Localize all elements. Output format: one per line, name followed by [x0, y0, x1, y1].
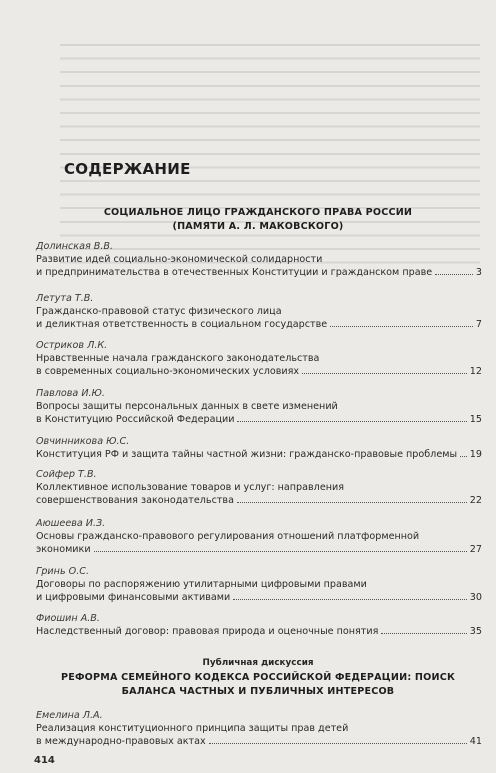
entry-page: 12	[469, 366, 482, 378]
entry-author: Сойфер Т.В.	[36, 469, 97, 480]
dot-leader	[237, 421, 466, 422]
entry-page: 15	[469, 414, 482, 426]
entry-author: Фиошин А.В.	[36, 613, 100, 624]
entry-author: Долинская В.В.	[36, 241, 114, 252]
section-subtitle: Публичная дискуссия	[202, 658, 314, 668]
entry-page: 19	[469, 449, 482, 460]
entry-title-line: Основы гражданско-правового регулирования отношений платформенной	[36, 531, 420, 542]
dot-leader	[330, 326, 473, 327]
entry-title-line: Конституция РФ и защита тайны частной жизни: гражданско-правовые проблемы	[36, 449, 458, 460]
entry-author: Гринь О.С.	[36, 566, 89, 577]
toc-entry[interactable]	[36, 435, 482, 461]
entry-title-line: Реализация конституционного принципа защиты прав детей	[36, 723, 349, 734]
entry-title-line: и деликтная ответственность в социальном государстве	[36, 319, 328, 331]
toc-entry[interactable]	[36, 240, 482, 279]
dot-leader	[460, 456, 467, 457]
toc-entry[interactable]	[36, 612, 482, 638]
entry-title-line: и цифровыми финансовыми активами	[36, 592, 231, 604]
dot-leader	[209, 743, 467, 744]
entry-title-line: и предпринимательства в отечественных Конституции и гражданском праве	[36, 267, 433, 279]
toc-entry[interactable]	[36, 387, 482, 426]
toc-title: СОДЕРЖАНИЕ	[64, 160, 191, 178]
dot-leader	[233, 599, 467, 600]
entry-page: 30	[469, 592, 482, 604]
toc-entry[interactable]	[36, 517, 482, 556]
dot-leader	[381, 633, 466, 634]
entry-title-line: Наследственный договор: правовая природа и оценочные понятия	[36, 626, 379, 637]
entry-author: Овчинникова Ю.С.	[36, 436, 130, 447]
toc-entry[interactable]	[36, 709, 482, 748]
page-number: 414	[34, 755, 55, 766]
toc-entry[interactable]	[36, 565, 482, 604]
entry-author: Остриков Л.К.	[36, 340, 108, 351]
toc-entry[interactable]	[36, 292, 482, 331]
entry-title-line: Договоры по распоряжению утилитарными цифровыми правами	[36, 579, 367, 590]
entry-title-line: совершенствования законодательства	[36, 495, 234, 507]
entry-page: 3	[475, 267, 482, 279]
entry-title-line: экономики	[36, 544, 91, 556]
entry-title-line: Нравственные начала гражданского законодательства	[36, 353, 320, 364]
entry-page: 22	[469, 495, 482, 507]
entry-page: 27	[469, 544, 482, 556]
entry-author: Емелина Л.А.	[36, 710, 103, 721]
entry-page: 35	[469, 626, 482, 637]
entry-author: Павлова И.Ю.	[36, 388, 105, 399]
toc-entry[interactable]	[36, 339, 482, 378]
entry-author: Летута Т.В.	[36, 293, 94, 304]
entry-title-line: Вопросы защиты персональных данных в свете изменений	[36, 401, 338, 412]
entry-title-line: Гражданско-правовой статус физического лица	[36, 306, 282, 317]
section-title-line1: РЕФОРМА СЕМЕЙНОГО КОДЕКСА РОССИЙСКОЙ ФЕДЕРАЦИИ: ПОИСК	[60, 672, 456, 683]
entry-page: 7	[475, 319, 482, 331]
entry-title-line: Развитие идей социально-экономической солидарности	[36, 254, 323, 265]
dot-leader	[302, 373, 467, 374]
dot-leader	[435, 274, 473, 275]
entry-title-line: в Конституцию Российской Федерации	[36, 414, 235, 426]
entry-title-line: Коллективное использование товаров и услуг: направления	[36, 482, 344, 493]
section-title-line1: СОЦИАЛЬНОЕ ЛИЦО ГРАЖДАНСКОГО ПРАВА РОССИИ	[103, 207, 413, 218]
section-title-line2: БАЛАНСА ЧАСТНЫХ И ПУБЛИЧНЫХ ИНТЕРЕСОВ	[121, 685, 395, 697]
section-title-line2: (ПАМЯТИ А. Л. МАКОВСКОГО)	[172, 220, 344, 232]
dot-leader	[94, 551, 467, 552]
toc-entry[interactable]	[36, 468, 482, 507]
entry-title-line: в международно-правовых актах	[36, 736, 206, 748]
entry-author: Аюшеева И.З.	[36, 518, 106, 529]
entry-page: 41	[469, 736, 482, 748]
dot-leader	[237, 502, 467, 503]
entry-title-line: в современных социально-экономических условиях	[36, 366, 300, 378]
section-title	[40, 671, 476, 698]
section-title	[40, 206, 476, 233]
